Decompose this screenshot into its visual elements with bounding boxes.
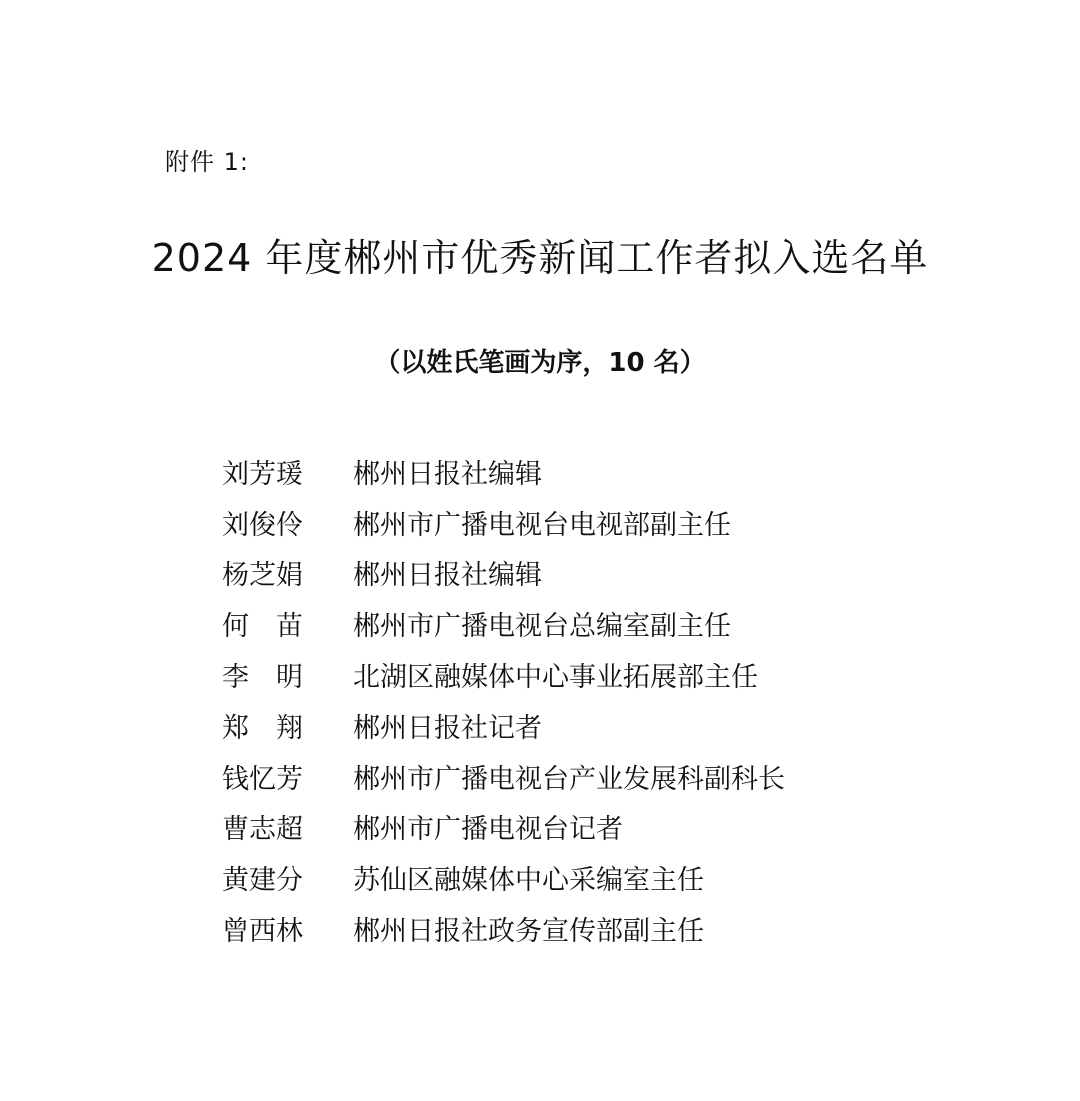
nominee-name: 曾西林 <box>222 916 303 948</box>
document-subtitle: （以姓氏笔画为序，10 名） <box>374 348 706 378</box>
list-item <box>222 751 982 802</box>
nominee-unit: 郴州市广播电视台电视部副主任 <box>353 509 731 541</box>
nominee-name: 钱忆芳 <box>222 763 303 795</box>
list-item <box>222 497 982 548</box>
list-item <box>222 446 982 497</box>
nominee-unit: 苏仙区融媒体中心采编室主任 <box>353 865 704 897</box>
nominee-name: 刘芳瑗 <box>222 458 303 490</box>
nominee-name: 郑 翔 <box>222 712 303 744</box>
nominee-name: 杨芝娟 <box>222 560 303 592</box>
nominee-unit: 郴州日报社政务宣传部副主任 <box>353 916 704 948</box>
list-item <box>222 548 982 599</box>
nominee-unit: 郴州市广播电视台记者 <box>353 814 623 846</box>
nominee-name: 曹志超 <box>222 814 303 846</box>
nominee-name: 李 明 <box>222 662 303 694</box>
nominee-unit: 郴州日报社编辑 <box>353 560 542 592</box>
nominee-list <box>222 446 982 954</box>
document-title: 2024 年度郴州市优秀新闻工作者拟入选名单 <box>151 236 929 280</box>
list-item <box>222 649 982 700</box>
nominee-name: 何 苗 <box>222 611 303 643</box>
nominee-unit: 郴州日报社记者 <box>353 712 542 744</box>
list-item <box>222 802 982 853</box>
list-item <box>222 852 982 903</box>
list-item <box>222 700 982 751</box>
nominee-unit: 郴州市广播电视台总编室副主任 <box>353 611 731 643</box>
list-item <box>222 598 982 649</box>
nominee-name: 刘俊伶 <box>222 509 303 541</box>
nominee-unit: 郴州市广播电视台产业发展科副科长 <box>353 763 785 795</box>
nominee-unit: 北湖区融媒体中心事业拓展部主任 <box>353 662 758 694</box>
attachment-label: 附件 1: <box>165 148 249 176</box>
nominee-unit: 郴州日报社编辑 <box>353 458 542 490</box>
list-item <box>222 903 982 954</box>
nominee-name: 黄建分 <box>222 865 303 897</box>
